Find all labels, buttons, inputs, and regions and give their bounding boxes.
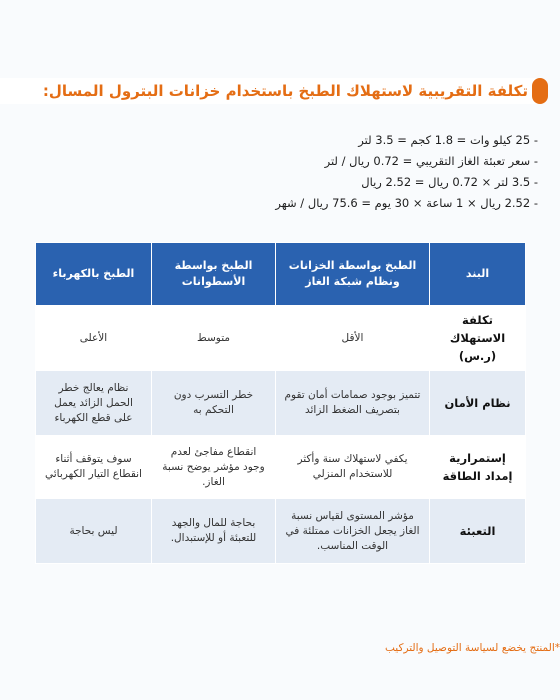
header-cylinders: الطبخ بواسطة الأسطوانات <box>152 243 276 306</box>
row-label: إستمرارية إمداد الطاقة <box>430 436 526 499</box>
table-cell: بحاجة للمال والجهد للتعبئة أو للإستبدال. <box>152 499 276 564</box>
table-cell: تتميز بوجود صمامات أمان تقوم بتصريف الضغط الزائد <box>276 371 430 436</box>
row-label: تكلفة الاستهلاك (ر.س) <box>430 306 526 371</box>
comparison-table <box>35 242 526 564</box>
page-title: تكلفة التقريبية لاستهلاك الطبخ باستخدام خزانات البترول المسال: <box>42 82 528 100</box>
header-item: البند <box>430 243 526 306</box>
calculation-line: - سعر تعبئة الغاز التقريبي = 0.72 ريال / لتر <box>324 154 538 168</box>
calculation-line: - 3.5 لتر × 0.72 ريال = 2.52 ريال <box>361 175 538 189</box>
table-row <box>36 499 526 564</box>
table-cell: خطر التسرب دون التحكم به <box>152 371 276 436</box>
table-cell: الأقل <box>276 306 430 371</box>
table-cell: مؤشر المستوى لقياس نسبة الغاز يجعل الخزانات ممتلئة في الوقت المناسب. <box>276 499 430 564</box>
calculation-line: - 2.52 ريال × 1 ساعة × 30 يوم = 75.6 ريال / شهر <box>275 196 538 210</box>
table-row <box>36 436 526 499</box>
table-cell: سوف يتوقف أثناء انقطاع التيار الكهربائي <box>36 436 152 499</box>
header-electric: الطبخ بالكهرباء <box>36 243 152 306</box>
row-label: التعبئة <box>430 499 526 564</box>
title-bullet <box>532 78 548 104</box>
row-label: نظام الأمان <box>430 371 526 436</box>
header-tanks: الطبخ بواسطة الخزانات ونظام شبكة الغاز <box>276 243 430 306</box>
table-cell: ليس بحاجة <box>36 499 152 564</box>
footer-note: *المنتج يخضع لسياسة التوصيل والتركيب <box>384 642 560 654</box>
calculation-line: - 25 كيلو وات = 1.8 كجم = 3.5 لتر <box>358 133 538 147</box>
table-row <box>36 306 526 371</box>
table-row <box>36 371 526 436</box>
table-cell: انقطاع مفاجئ لعدم وجود مؤشر يوضح نسبة الغاز. <box>152 436 276 499</box>
table-cell: الأعلى <box>36 306 152 371</box>
calculation-list <box>38 130 538 214</box>
table-cell: يكفي لاستهلاك سنة وأكثر للاستخدام المنزلي <box>276 436 430 499</box>
table-cell: نظام يعالج خطر الحمل الزائد يعمل على قطع الكهرباء <box>36 371 152 436</box>
title-banner <box>0 78 548 104</box>
table-cell: متوسط <box>152 306 276 371</box>
table-header-row <box>36 243 526 306</box>
